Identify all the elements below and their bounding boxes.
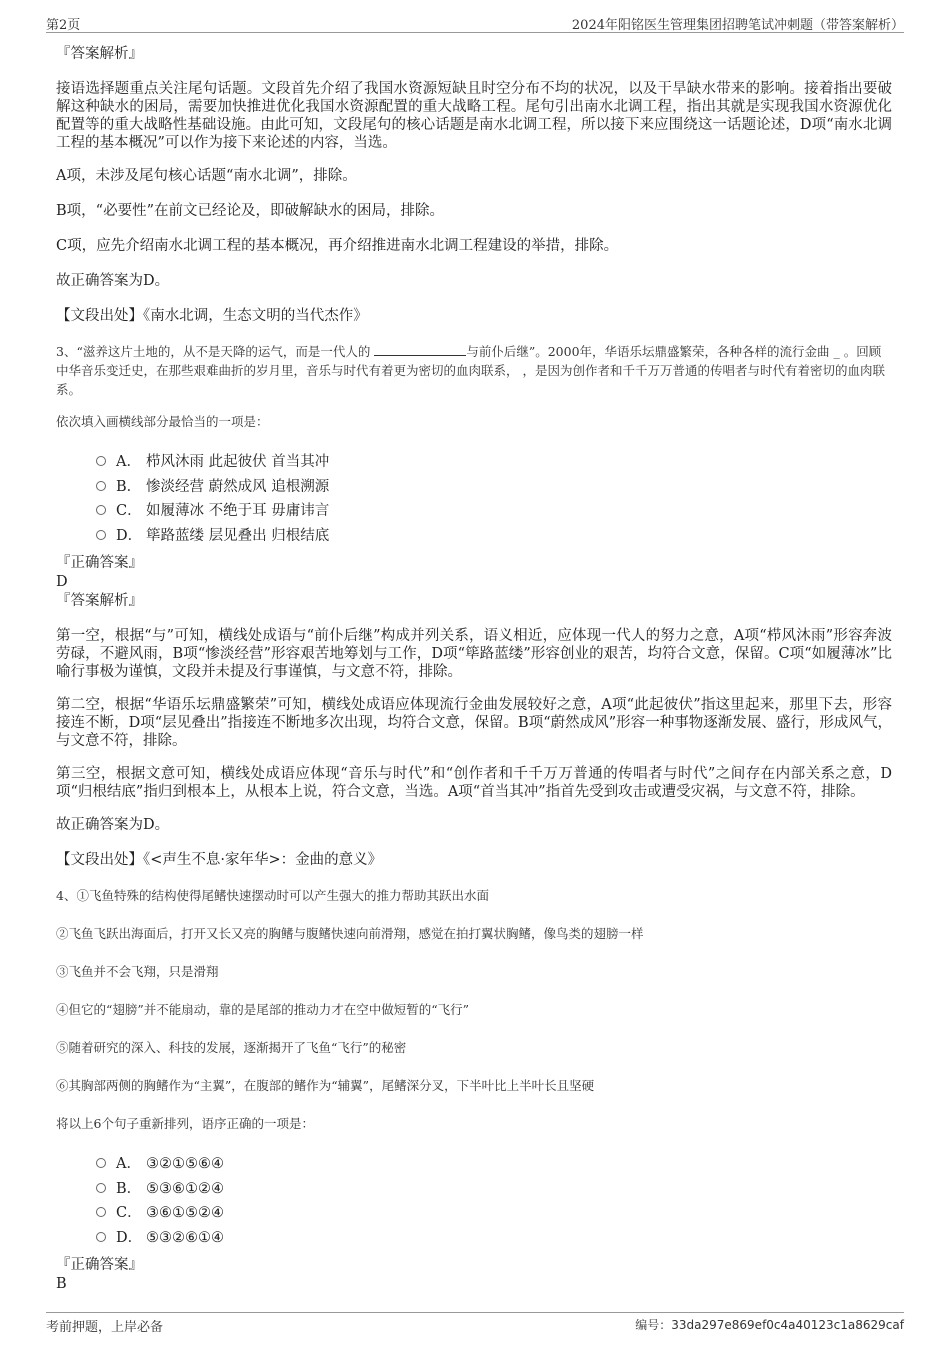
radio-icon[interactable] xyxy=(96,481,106,491)
q3-analysis-p1: 第一空，根据“与”可知，横线处成语与“前仆后继”构成并列关系，语义相近，应体现一代人的努力之意，A项“栉风沐雨”形容奔波劳碌，不避风雨，B项“惨淡经营”形容艰苦地筹划与工作，D项“筚路蓝缕”形容创业的艰苦，均符合文意，保留。C项“如履薄冰”比喻行事极为谨慎，文段并未提及行事谨慎，与文意不符，排除。 xyxy=(56,628,892,680)
q2-option-a-explanation: A项，未涉及尾句核心话题“南水北调”，排除。 xyxy=(56,168,357,184)
q4-sentence-6: ⑥其胸部两侧的胸鳍作为“主翼”，在腹部的鳍作为“辅翼”，尾鳍深分叉，下半叶比上半叶长且坚硬 xyxy=(56,1078,595,1093)
q2-analysis-label: 『答案解析』 xyxy=(56,46,143,62)
radio-icon[interactable] xyxy=(96,505,106,515)
q4-options xyxy=(96,1152,892,1250)
q3-analysis-label: 『答案解析』 xyxy=(56,593,143,609)
q3-prompt: 依次填入画横线部分最恰当的一项是： xyxy=(56,414,269,429)
document-serial: 编号：33da297e869ef0c4a40123c1a8629caf xyxy=(635,1318,904,1332)
radio-icon[interactable] xyxy=(96,456,106,466)
q4-sentence-3: ③飞鱼并不会飞翔，只是滑翔 xyxy=(56,964,219,979)
q3-analysis-p3: 第三空，根据文意可知，横线处成语应体现“音乐与时代”和“创作者和千千万万普通的传唱者与时代”之间存在内部关系之意，D项“归根结底”指归到根本上，从根本上说，符合文意，当选。A项“首当其冲”指首先受到攻击或遭受灾祸，与文意不符，排除。 xyxy=(56,766,892,800)
footer-slogan: 考前押题，上岸必备 xyxy=(46,1320,164,1335)
q3-source: 【文段出处】《<声生不息·家年华>：金曲的意义》 xyxy=(56,852,383,868)
q4-option-a[interactable]: A． ③②①⑤⑥④ xyxy=(96,1152,892,1177)
q4-option-d[interactable]: D． ⑤③②⑥①④ xyxy=(96,1226,892,1251)
q3-answer: D xyxy=(56,574,68,590)
q2-source: 【文段出处】《南水北调，生态文明的当代杰作》 xyxy=(56,308,368,324)
page-header xyxy=(46,14,904,33)
q2-option-b-explanation: B项，“必要性”在前文已经论及，即破解缺水的困局，排除。 xyxy=(56,203,444,219)
page-content xyxy=(56,44,892,1294)
radio-icon[interactable] xyxy=(96,1158,106,1168)
q3-conclusion: 故正确答案为D。 xyxy=(56,817,170,833)
q3-stem-part-1: 3、“滋养这片土地的，从不是天降的运气，而是一代人的 xyxy=(56,344,371,359)
q3-options xyxy=(96,450,892,548)
q4-sentence-5: ⑤随着研究的深入、科技的发展，逐渐揭开了飞鱼“飞行”的秘密 xyxy=(56,1040,407,1055)
radio-icon[interactable] xyxy=(96,1183,106,1193)
page-number: 第2页 xyxy=(46,18,81,33)
q4-sentence-4: ④但它的“翅膀”并不能扇动，靠的是尾部的推动力才在空中做短暂的“飞行” xyxy=(56,1002,470,1017)
q3-answer-label: 『正确答案』 xyxy=(56,555,143,571)
q2-option-c-explanation: C项，应先介绍南水北调工程的基本概况，再介绍推进南水北调工程建设的举措，排除。 xyxy=(56,238,619,254)
q3-option-c[interactable]: C． 如履薄冰 不绝于耳 毋庸讳言 xyxy=(96,499,892,524)
q4-sentence-2: ②飞鱼飞跃出海面后，打开又长又亮的胸鳍与腹鳍快速向前滑翔，感觉在拍打翼状胸鳍，像鸟类的翅膀一样 xyxy=(56,926,644,941)
q4-option-b[interactable]: B． ⑤③⑥①②④ xyxy=(96,1177,892,1202)
q2-conclusion: 故正确答案为D。 xyxy=(56,273,170,289)
radio-icon[interactable] xyxy=(96,530,106,540)
q3-blank xyxy=(374,345,466,356)
radio-icon[interactable] xyxy=(96,1207,106,1217)
page-footer xyxy=(46,1312,904,1335)
q4-answer-label: 『正确答案』 xyxy=(56,1257,143,1273)
q3-analysis-p2: 第二空，根据“华语乐坛鼎盛繁荣”可知，横线处成语应体现流行金曲发展较好之意，A项“此起彼伏”指这里起来，那里下去，形容接连不断，D项“层见叠出”指接连不断地多次出现，均符合文意，保留。B项“蔚然成风”形容一种事物逐渐发展、盛行，形成风气，与文意不符，排除。 xyxy=(56,697,892,749)
q4-prompt: 将以上6个句子重新排列，语序正确的一项是： xyxy=(56,1116,314,1131)
q4-option-c[interactable]: C． ③⑥①⑤②④ xyxy=(96,1201,892,1226)
q2-analysis-paragraph: 接语选择题重点关注尾句话题。文段首先介绍了我国水资源短缺且时空分布不均的状况，以及干旱缺水带来的影响。接着指出要破解这种缺水的困局，需要加快推进优化我国水资源配置的重大战略工程。尾句引出南水北调工程，指出其就是实现我国水资源优化配置等的重大战略性基础设施。由此可知，文段尾句的核心话题是南水北调工程，所以接下来应围绕这一话题论述，D项“南水北调工程的基本概况”可以作为接下来论述的内容，当选。 xyxy=(56,81,892,151)
q3-option-d[interactable]: D． 筚路蓝缕 层见叠出 归根结底 xyxy=(96,524,892,549)
radio-icon[interactable] xyxy=(96,1232,106,1242)
q4-sentence-1: 4、①飞鱼特殊的结构使得尾鳍快速摆动时可以产生强大的推力帮助其跃出水面 xyxy=(56,888,489,903)
q4-answer: B xyxy=(56,1276,67,1292)
q3-stem xyxy=(56,342,892,399)
document-title: 2024年阳铭医生管理集团招聘笔试冲刺题（带答案解析） xyxy=(571,18,904,33)
q3-option-b[interactable]: B． 惨淡经营 蔚然成风 追根溯源 xyxy=(96,475,892,500)
q3-stem-part-2: 与前仆后继”。2000年，华语乐坛鼎盛繁荣，各种各样的流行金曲 _ 。回顾中华音乐变迁史，在那些艰难曲折的岁月里，音乐与时代有着更为密切的血肉联系， ，是因为创作者和千千万万普通的传唱者与时代有着密切的血肉联系。 xyxy=(56,344,885,397)
q3-option-a[interactable]: A． 栉风沐雨 此起彼伏 首当其冲 xyxy=(96,450,892,475)
